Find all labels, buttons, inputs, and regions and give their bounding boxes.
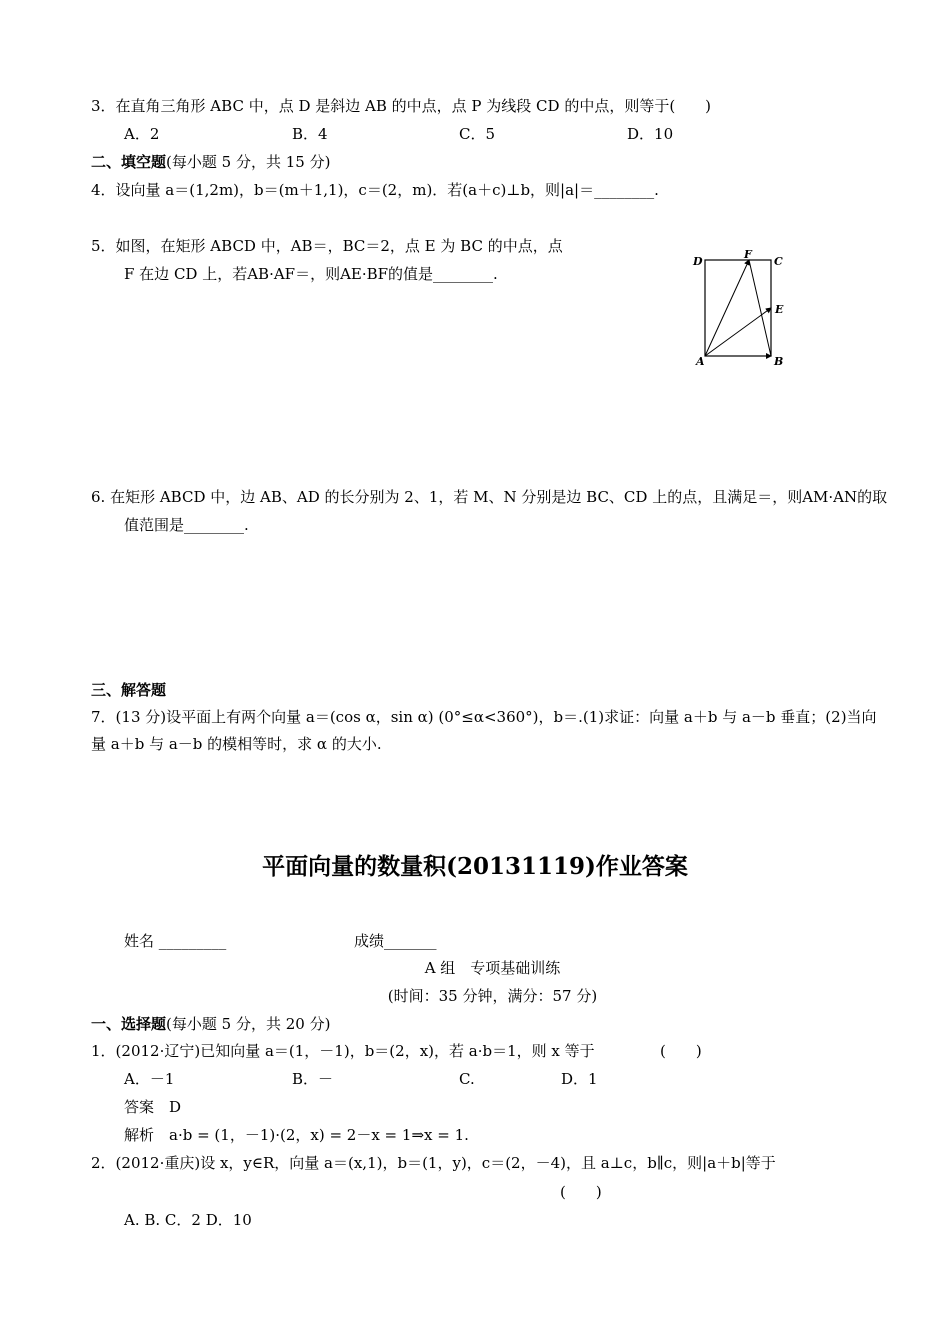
label-f: F	[744, 248, 752, 261]
segment-fb	[749, 260, 771, 356]
name-label: 姓名 _________	[124, 932, 227, 950]
a1-answer: 答案 D	[124, 1098, 182, 1116]
section2-heading	[91, 152, 330, 172]
vector-af	[705, 260, 749, 356]
rectangle-abcd	[705, 260, 771, 356]
a1-option-d: D．1	[561, 1070, 598, 1088]
section3-title: 三、解答题	[91, 681, 167, 699]
vector-ae	[705, 308, 771, 356]
q5-line2: F 在边 CD 上，若AB·AF＝，则AE·BF的值是________.	[124, 265, 498, 283]
a1-option-b: B．－	[292, 1070, 334, 1088]
a1-option-c: C.	[459, 1070, 475, 1088]
q3-option-c: C．5	[459, 125, 496, 143]
a1-paren: ( )	[660, 1042, 702, 1060]
q7-line1: 7．(13 分)设平面上有两个向量 a＝(cos α，sin α) (0°≤α<360°)，b＝.(1)求证：向量 a＋b 与 a－b 垂直；(2)当向	[91, 708, 877, 726]
q6-line1: 6. 在矩形 ABCD 中，边 AB、AD 的长分别为 2、1，若 M、N 分别是边 BC、CD 上的点，且满足＝，则AM·AN的取	[91, 488, 888, 506]
a2-stem: 2．(2012·重庆)设 x，y∈R，向量 a＝(x,1)，b＝(1，y)，c＝(2，－4)，且 a⊥c，b∥c，则|a＋b|等于	[91, 1154, 776, 1172]
a1-analysis: 解析 a·b = (1，－1)·(2，x) = 2－x = 1⇒x = 1.	[124, 1126, 469, 1144]
q7-line2: 量 a＋b 与 a－b 的模相等时，求 α 的大小.	[91, 735, 382, 753]
q3-option-b: B．4	[292, 125, 328, 143]
a2-options: A. B. C．2 D．10	[124, 1211, 252, 1229]
section2-title: 二、填空题	[91, 153, 167, 171]
section1-heading	[91, 1014, 330, 1034]
a1-option-a: A．－1	[124, 1070, 175, 1088]
section1-note: (每小题 5 分，共 20 分)	[166, 1015, 331, 1033]
a1-stem: 1．(2012·辽宁)已知向量 a＝(1，－1)，b＝(2，x)，若 a·b＝1，则 x 等于	[91, 1042, 595, 1060]
group-label: A 组 专项基础训练	[424, 959, 561, 977]
section2-note: (每小题 5 分，共 15 分)	[166, 153, 331, 171]
q3-option-d: D．10	[627, 125, 674, 143]
time-note: (时间：35 分钟，满分：57 分)	[387, 987, 598, 1005]
label-e: E	[775, 303, 784, 316]
label-b: B	[774, 355, 784, 368]
q3-stem: 3．在直角三角形 ABC 中，点 D 是斜边 AB 的中点，点 P 为线段 CD 的中点，则等于( )	[91, 97, 712, 115]
label-d: D	[693, 255, 703, 268]
q5-line1: 5．如图，在矩形 ABCD 中，AB＝，BC＝2，点 E 为 BC 的中点，点	[91, 237, 563, 255]
label-c: C	[774, 255, 783, 268]
q4-text: 4．设向量 a＝(1,2m)，b＝(m＋1,1)，c＝(2，m)．若(a＋c)⊥b，则|a|＝________.	[91, 181, 659, 199]
score-label: 成绩_______	[354, 932, 437, 950]
rectangle-figure	[690, 248, 790, 368]
section1-title: 一、选择题	[91, 1015, 167, 1033]
q3-option-a: A．2	[124, 125, 160, 143]
q6-line2: 值范围是________.	[124, 516, 249, 534]
answer-title: 平面向量的数量积(20131119)作业答案	[262, 853, 688, 880]
label-a: A	[696, 355, 705, 368]
a2-paren: ( )	[560, 1183, 602, 1201]
